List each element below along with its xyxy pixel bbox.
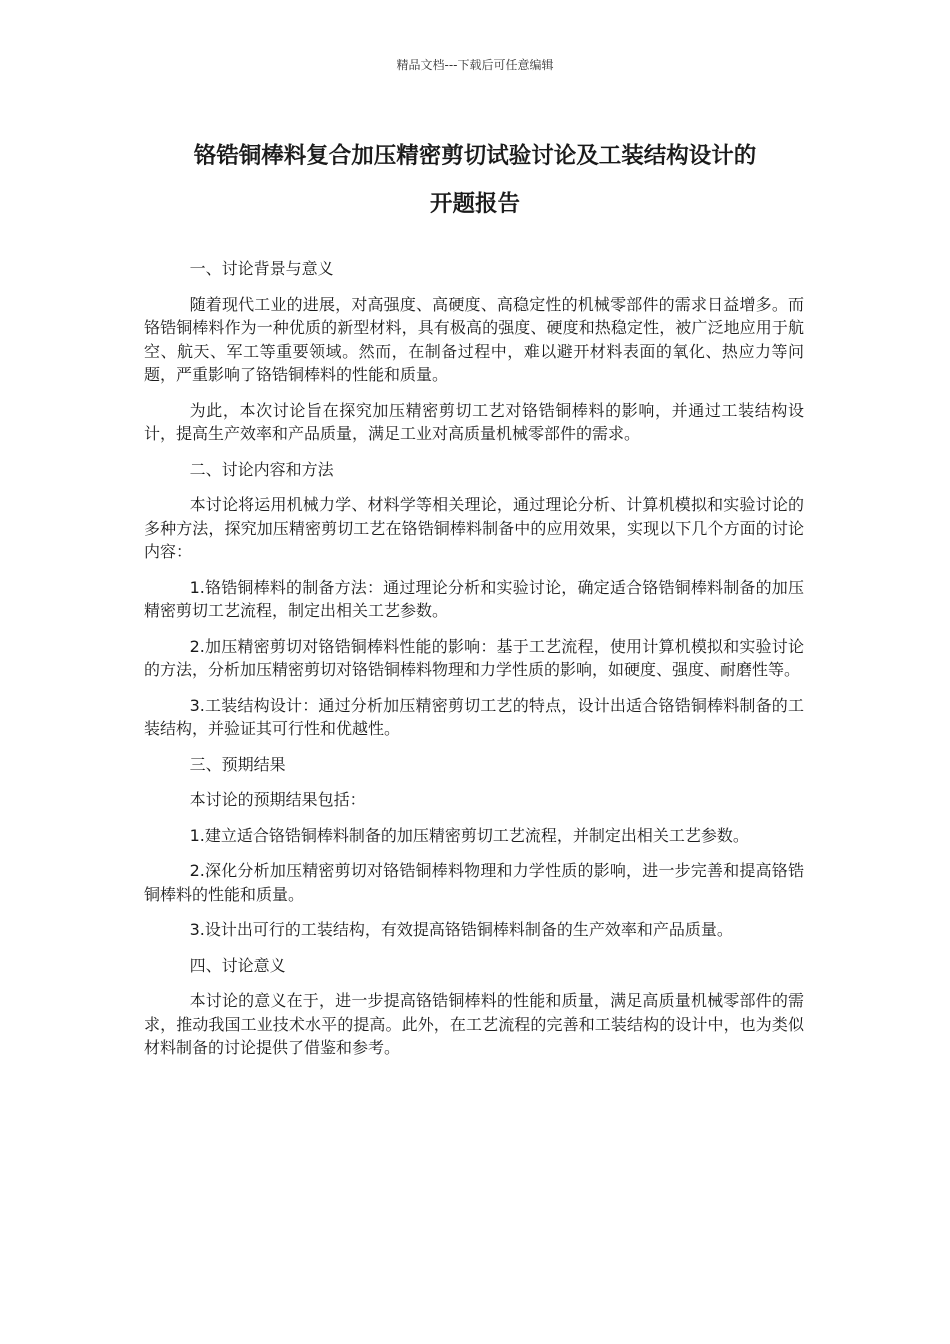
section-heading-content-methods: 二、讨论内容和方法 xyxy=(189,459,334,479)
list-item: 3.工装结构设计：通过分析加压精密剪切工艺的特点，设计出适合铬锆铜棒料制备的工装结构，并验证其可行性和优越性。 xyxy=(144,695,804,738)
paragraph: 本讨论的意义在于，进一步提高铬锆铜棒料的性能和质量，满足高质量机械零部件的需求，推动我国工业技术水平的提高。此外，在工艺流程的完善和工装结构的设计中，也为类似材料制备的讨论提供了借鉴和参考。 xyxy=(144,991,804,1057)
list-item: 1.铬锆铜棒料的制备方法：通过理论分析和实验讨论，确定适合铬锆铜棒料制备的加压精密剪切工艺流程，制定出相关工艺参数。 xyxy=(144,577,804,620)
section-heading-background: 一、讨论背景与意义 xyxy=(189,259,334,278)
paragraph: 为此，本次讨论旨在探究加压精密剪切工艺对铬锆铜棒料的影响，并通过工装结构设计，提高生产效率和产品质量，满足工业对高质量机械零部件的需求。 xyxy=(144,400,804,443)
document-title xyxy=(145,132,805,228)
list-item: 3.设计出可行的工装结构，有效提高铬锆铜棒料制备的生产效率和产品质量。 xyxy=(189,920,733,939)
page-header: 精品文档---下载后可任意编辑 xyxy=(396,58,554,72)
paragraph: 随着现代工业的进展，对高强度、高硬度、高稳定性的机械零部件的需求日益增多。而铬锆铜棒料作为一种优质的新型材料，具有极高的强度、硬度和热稳定性，被广泛地应用于航空、航天、军工等重要领域。然而，在制备过程中，难以避开材料表面的氧化、热应力等问题，严重影响了铬锆铜棒料的性能和质量。 xyxy=(144,294,804,384)
document-body xyxy=(144,257,804,1072)
list-item: 2.深化分析加压精密剪切对铬锆铜棒料物理和力学性质的影响，进一步完善和提高铬锆铜棒料的性能和质量。 xyxy=(144,861,804,904)
title-line-2: 开题报告 xyxy=(429,191,520,217)
paragraph: 本讨论将运用机械力学、材料学等相关理论，通过理论分析、计算机模拟和实验讨论的多种方法，探究加压精密剪切工艺在铬锆铜棒料制备中的应用效果，实现以下几个方面的讨论内容： xyxy=(144,495,804,561)
section-heading-expected-results: 三、预期结果 xyxy=(189,754,286,774)
list-item: 2.加压精密剪切对铬锆铜棒料性能的影响：基于工艺流程，使用计算机模拟和实验讨论的方法，分析加压精密剪切对铬锆铜棒料物理和力学性质的影响，如硬度、强度、耐磨性等。 xyxy=(144,636,804,679)
list-item: 1.建立适合铬锆铜棒料制备的加压精密剪切工艺流程，并制定出相关工艺参数。 xyxy=(189,825,749,845)
paragraph: 本讨论的预期结果包括： xyxy=(189,790,366,809)
title-line-1: 铬锆铜棒料复合加压精密剪切试验讨论及工装结构设计的 xyxy=(193,143,757,169)
section-heading-significance: 四、讨论意义 xyxy=(189,955,286,975)
